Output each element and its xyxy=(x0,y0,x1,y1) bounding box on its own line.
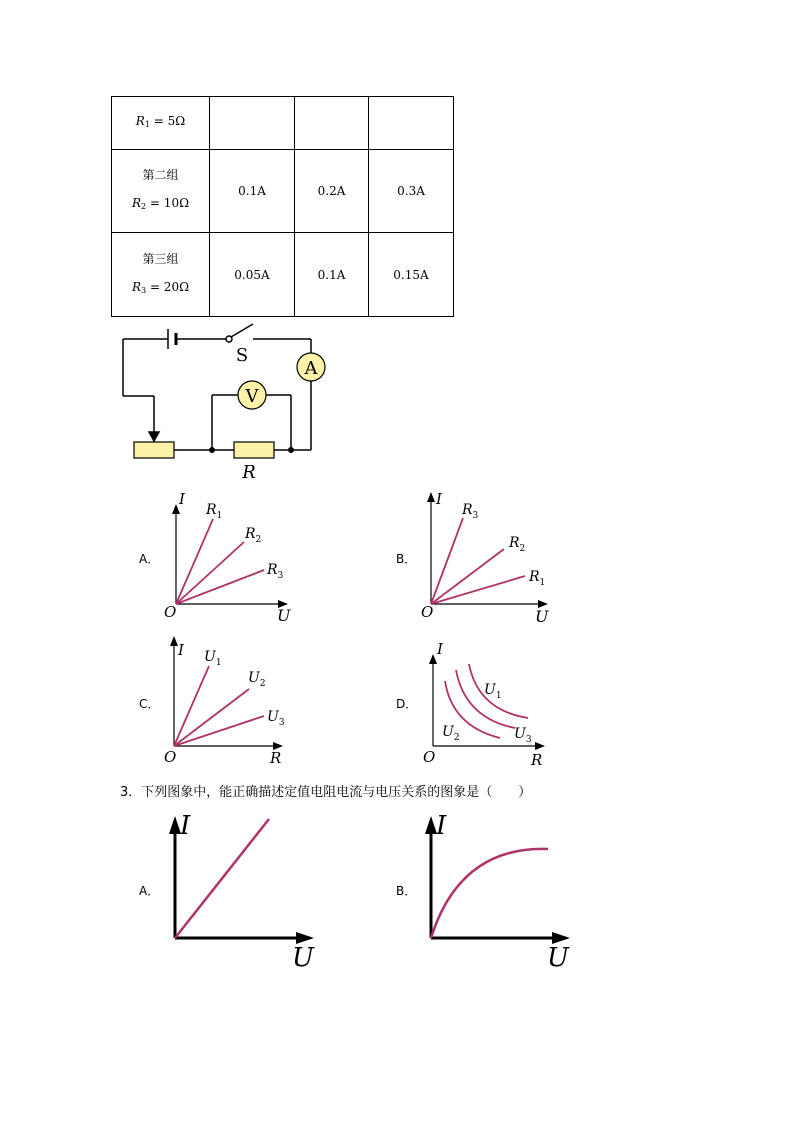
option-letter-b: B． xyxy=(396,884,417,898)
question-3-text: 3．下列图象中，能正确描述定值电阻电流与电压关系的图象是（ ） xyxy=(120,785,532,800)
graph-curve xyxy=(431,849,548,938)
option-letter-a: A． xyxy=(139,552,160,566)
y-axis-label: I xyxy=(178,641,184,659)
table-cell: 0.3A xyxy=(369,150,454,233)
resistor-value: = 5Ω xyxy=(153,114,186,128)
option-letter-d: D． xyxy=(396,697,418,711)
table-cell: 0.2A xyxy=(295,150,369,233)
y-axis-label: I xyxy=(436,811,447,841)
resistor-value: = 10Ω xyxy=(149,196,190,210)
switch-blade-icon xyxy=(231,324,253,337)
x-axis-label: R xyxy=(270,749,282,767)
x-axis-label: U xyxy=(292,943,314,973)
origin-label: O xyxy=(423,748,436,766)
rheostat-icon xyxy=(134,442,174,458)
graph-line xyxy=(176,542,244,604)
line-label: $R_3$ xyxy=(267,562,284,581)
line-label: $R_1$ xyxy=(206,502,223,521)
resistor-sub: 1 xyxy=(144,120,150,129)
y-arrow-icon xyxy=(427,492,435,502)
line-label: $R_3$ xyxy=(462,502,479,521)
line-label: $R_2$ xyxy=(509,535,526,554)
y-axis-label: I xyxy=(437,640,443,658)
table-cell: 0.15A xyxy=(369,233,454,317)
ammeter-label: A xyxy=(304,358,318,379)
graph-option-b xyxy=(421,490,549,626)
line-label: $U_1$ xyxy=(204,649,222,668)
line-label: $U_3$ xyxy=(267,709,285,728)
x-arrow-icon xyxy=(535,742,545,750)
line-label: $U_2$ xyxy=(248,670,266,689)
line-label: $U_3$ xyxy=(514,726,532,745)
resistor-label: R xyxy=(242,462,256,483)
table-cell: 0.05A xyxy=(210,233,295,317)
resistor-sub: 2 xyxy=(141,202,147,211)
graph-line xyxy=(174,716,264,746)
graph-option-d xyxy=(423,640,545,769)
resistor-symbol: R xyxy=(131,196,142,210)
origin-label: O xyxy=(164,603,177,621)
origin-label: O xyxy=(164,748,177,766)
slider-arrow-icon xyxy=(149,432,159,441)
resistor-icon xyxy=(234,442,274,458)
option-letter-b: B． xyxy=(396,552,417,566)
y-arrow-icon xyxy=(429,654,437,664)
junction-dot xyxy=(209,447,215,453)
line-label: $U_2$ xyxy=(442,724,460,743)
group-label: 第三组 xyxy=(142,251,179,266)
resistor-value: = 20Ω xyxy=(149,279,190,294)
graph-option-c xyxy=(164,636,285,767)
switch-label: S xyxy=(235,345,249,366)
y-arrow-icon xyxy=(170,636,178,646)
table-cell: 0.1A xyxy=(295,233,369,317)
resistor-symbol: R xyxy=(135,114,145,128)
x-axis-label: U xyxy=(547,943,569,973)
y-axis-label: I xyxy=(180,811,191,841)
circuit-diagram xyxy=(123,324,311,450)
voltmeter-label: V xyxy=(245,386,259,407)
graph-line xyxy=(431,576,525,604)
resistor-symbol: R xyxy=(131,279,142,294)
junction-dot xyxy=(288,447,294,453)
resistor-sub: 3 xyxy=(141,285,147,295)
line-label: $R_1$ xyxy=(529,569,546,588)
x-axis-label: U xyxy=(277,606,291,625)
x-axis-label: U xyxy=(535,607,549,626)
line-label: $R_2$ xyxy=(245,526,262,545)
origin-label: O xyxy=(421,603,434,621)
graph-line xyxy=(174,666,209,746)
group-label: 第二组 xyxy=(142,168,179,182)
option-letter-a: A． xyxy=(139,884,160,898)
graph-option-a xyxy=(164,490,291,625)
graph-q3-option-b xyxy=(425,811,570,973)
option-letter-c: C． xyxy=(139,697,160,711)
graph-line xyxy=(174,689,249,746)
table-cell: 0.1A xyxy=(210,150,295,233)
y-axis-label: I xyxy=(179,490,185,508)
graph-q3-option-a xyxy=(169,811,315,973)
y-axis-label: I xyxy=(436,490,442,508)
x-axis-label: R xyxy=(531,751,543,769)
line-label: $U_1$ xyxy=(484,682,502,701)
